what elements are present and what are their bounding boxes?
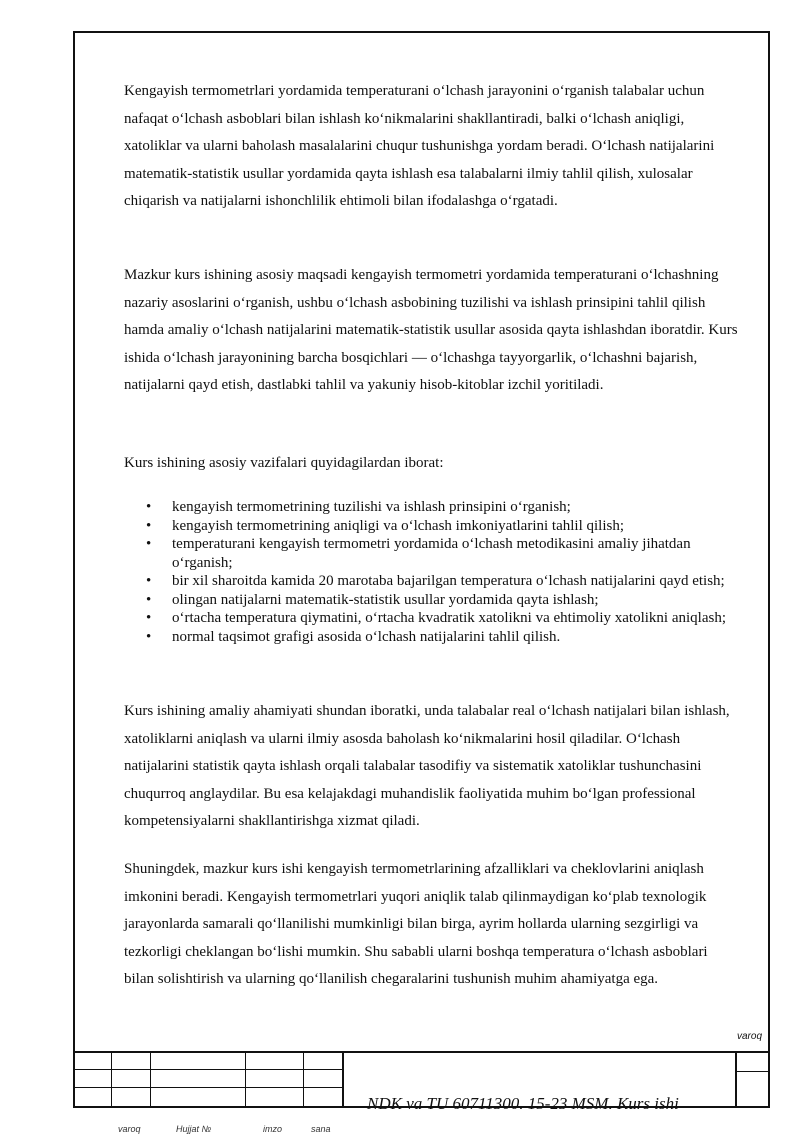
task-text: temperaturani kengayish termometri yordamida oʻlchash metodikasini amaliy jihatdan oʻrganish; — [172, 536, 691, 571]
document-code: NDK va TU 60711300. 15-23 MSM. Kurs ishi — [367, 1094, 679, 1113]
bullet-icon: • — [146, 573, 152, 589]
task-text: olingan natijalarni matematik-statistik usullar yordamida qayta ishlash; — [172, 591, 599, 608]
list-item — [124, 517, 738, 536]
task-text: bir xil sharoitda kamida 20 marotaba bajarilgan temperatura oʻlchash natijalarini qayd etish; — [172, 573, 725, 589]
title-block-col-line — [150, 1051, 151, 1108]
list-item — [124, 572, 738, 591]
task-text: kengayish termometrining aniqligi va oʻlchash imkoniyatlarini tahlil qilish; — [172, 517, 624, 534]
title-block-col-line — [245, 1051, 246, 1108]
bullet-icon: • — [146, 591, 152, 608]
task-text: normal taqsimot grafigi asosida oʻlchash natijalarini tahlil qilish. — [172, 628, 561, 645]
title-block-col-line — [303, 1051, 304, 1108]
paragraph-goal: Mazkur kurs ishining asosiy maqsadi kengayish termometri yordamida temperaturani oʻlchashning nazariy asoslarini oʻrganish, ushbu oʻlchash asbobining tuzilishi va ishlash prinsipini tahlil qilish hamda amaliy oʻlchash natijalarini matematik-statistik usullar asosida qayta ishlashdan iboratdir. Kurs ishida oʻlchash jarayonining barcha bosqichlari — oʻlchashga tayyorgarlik, oʻlchashni bajarish, natijalarni qayd etish, dastlabki tahlil va yakuniy hisob-kitoblar izchil yoritiladi. — [124, 267, 738, 394]
title-block-border — [73, 1051, 770, 1053]
task-text: kengayish termometrining tuzilishi va ishlash prinsipini oʻrganish; — [172, 499, 571, 515]
task-text: oʻrtacha temperatura qiymatini, oʻrtacha kvadratik xatolikni va ehtimoliy xatolikni aniqlash; — [172, 610, 726, 626]
task-list — [124, 498, 738, 646]
bullet-icon: • — [146, 517, 152, 534]
title-block-row-line — [735, 1071, 770, 1072]
title-block-col-line — [735, 1051, 737, 1108]
column-label-signature: imzo — [263, 1124, 283, 1134]
title-block-col-line — [342, 1051, 344, 1108]
paragraph-practical-value: Kurs ishining amaliy ahamiyati shundan iboratki, unda talabalar real oʻlchash natijalari bilan ishlash, xatoliklarni aniqlash va ularni ilmiy asosda baholash koʻnikmalarini hosil qiladilar. Oʻlchash natijalarini statistik qayta ishlash orqali talabalar tasodifiy va sistematik xatoliklar tushunchasini chuqurroq anglaydilar. Bu esa kelajakdagi muhandislik faoliyatida muhim boʻlgan professional kompetensiyalarni shakllantirishga xizmat qiladi. — [124, 703, 730, 830]
bullet-icon: • — [146, 628, 152, 645]
column-label-document-no: Hujjat № — [176, 1124, 212, 1134]
sheet-label: varoq — [737, 1031, 763, 1042]
list-item — [124, 609, 738, 628]
list-item — [124, 498, 738, 517]
bullet-icon: • — [146, 610, 152, 626]
column-label-date: sana — [311, 1124, 331, 1134]
list-item — [124, 591, 738, 610]
paragraph-tasks-heading: Kurs ishining asosiy vazifalari quyidagilardan iborat: — [124, 455, 444, 471]
bullet-icon: • — [146, 536, 152, 552]
bullet-icon: • — [146, 499, 152, 515]
paragraph-advantages: Shuningdek, mazkur kurs ishi kengayish termometrlarining afzalliklari va cheklovlarini aniqlash imkonini beradi. Kengayish termometrlari yuqori aniqlik talab qilinmaydigan koʻplab texnologik jarayonlarda samarali qoʻllanilishi mumkinligi bilan birga, ayrim hollarda ularning sezgirligi va tezkorligi cheklangan boʻlishi mumkin. Shu sababli ularni boshqa temperatura oʻlchash asboblari bilan solishtirish va ularning qoʻllanilish chegaralarini tushunish muhim ahamiyatga ega. — [124, 861, 708, 988]
list-item — [124, 628, 738, 647]
column-label-sheet: varoq — [118, 1124, 141, 1134]
title-block-col-line — [111, 1051, 112, 1108]
list-item — [124, 535, 738, 572]
paragraph-intro: Kengayish termometrlari yordamida temperaturani oʻlchash jarayonini oʻrganish talabalar uchun nafaqat oʻlchash asboblari bilan ishlash koʻnikmalarini shakllantiradi, balki oʻlchash aniqligi, xatoliklar va ularni baholash masalalarini chuqur tushunishga yordam beradi. Oʻlchash natijalarini matematik-statistik usullar yordamida qayta ishlash esa talabalarni ilmiy tahlil qilish, xulosalar chiqarish va natijalarni ishonchlilik ehtimoli bilan ifodalashga oʻrgatadi. — [124, 83, 715, 210]
